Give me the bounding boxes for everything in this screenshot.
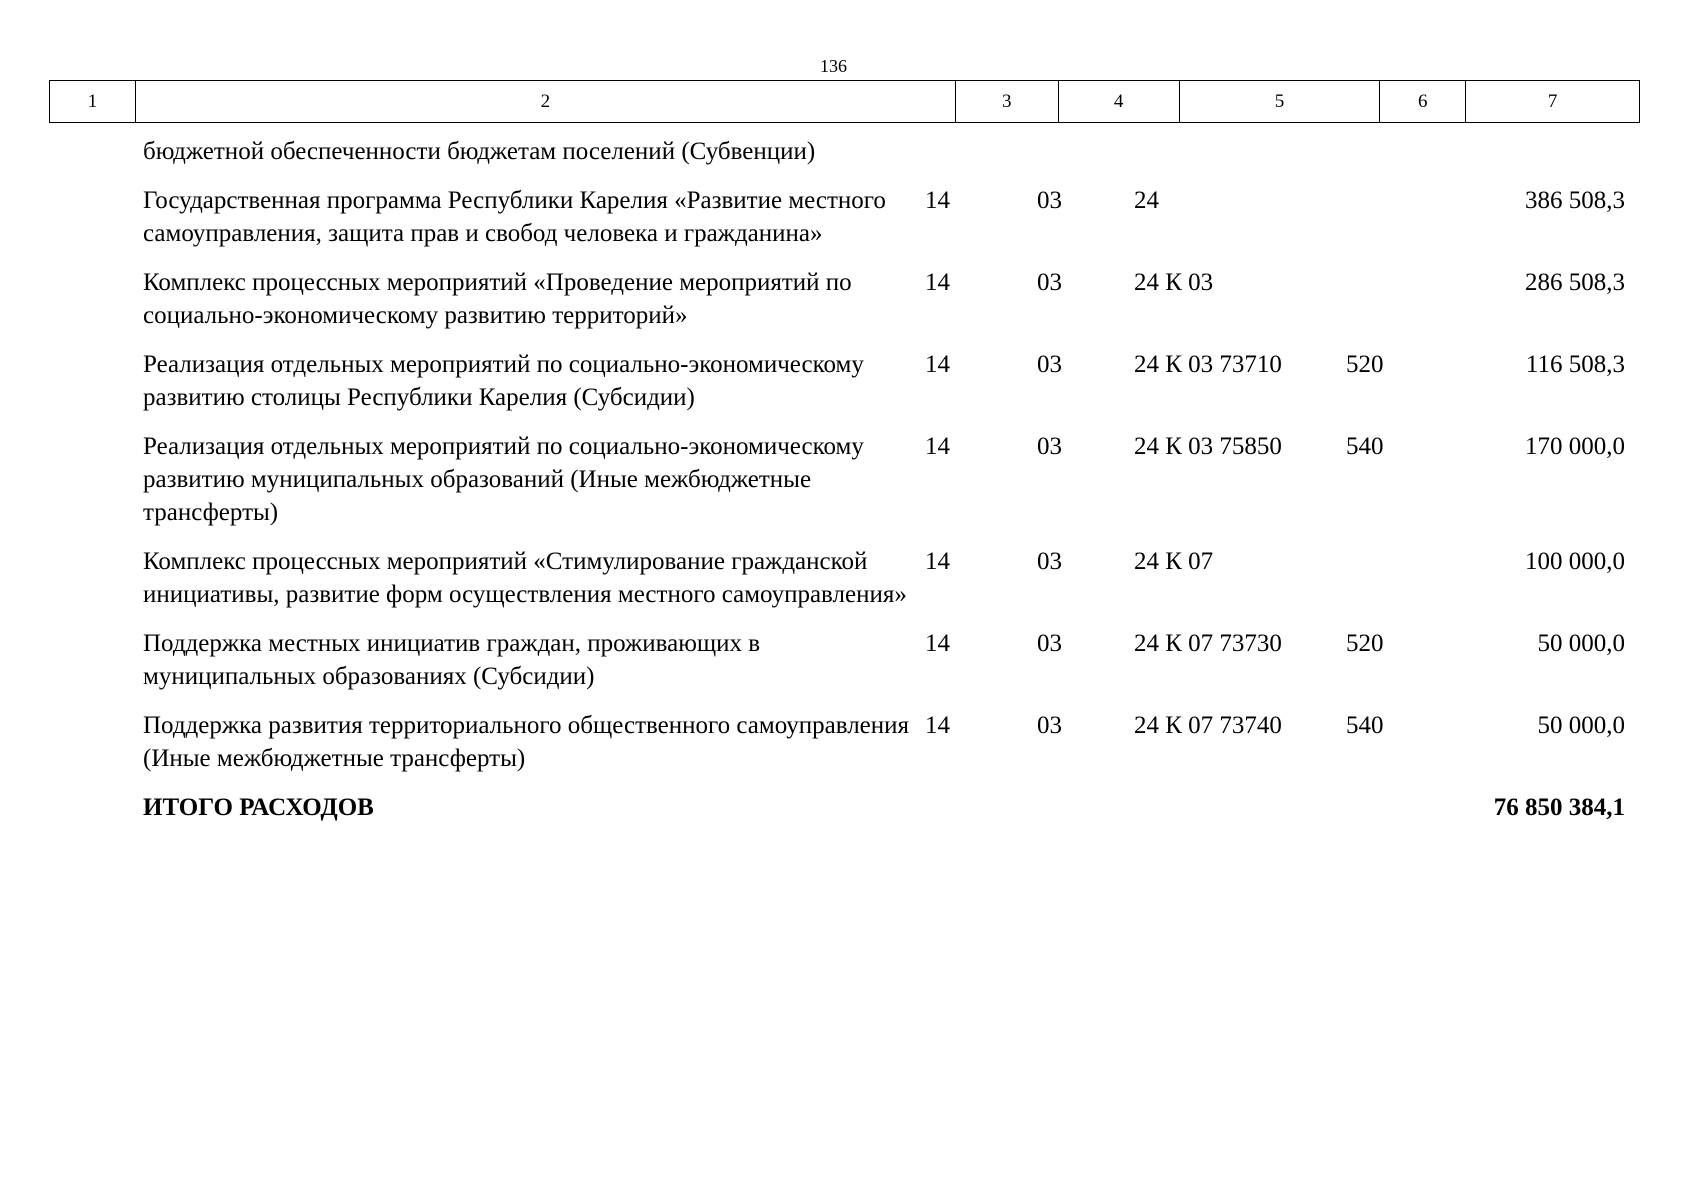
row-subsection: 03: [1037, 187, 1062, 214]
row-target-code: 24 К 03 75850: [1134, 433, 1282, 460]
row-section: 14: [925, 269, 950, 296]
row-amount: 100 000,0: [1525, 548, 1625, 575]
total-row: [143, 791, 1633, 824]
table-body: [143, 135, 1633, 824]
row-subsection: 03: [1037, 269, 1062, 296]
table-row: [143, 266, 1633, 332]
row-expense-type: 520: [1346, 351, 1384, 378]
row-subsection: [1037, 135, 1134, 168]
row-name: Реализация отдельных мероприятий по социально-экономическому развитию столицы Республики Карелия (Субсидии): [143, 351, 864, 411]
row-name: Реализация отдельных мероприятий по социально-экономическому развитию муниципальных образований (Иные межбюджетные трансферты): [143, 433, 864, 526]
row-subsection: 03: [1037, 433, 1062, 460]
row-amount: 386 508,3: [1525, 187, 1625, 214]
total-label: ИТОГО РАСХОДОВ: [143, 794, 374, 821]
header-col-3: 3: [956, 81, 1059, 122]
row-section: [925, 135, 1037, 168]
row-subsection: 03: [1037, 712, 1062, 739]
row-name: Государственная программа Республики Карелия «Развитие местного самоуправления, защита прав и свобод человека и гражданина»: [143, 187, 886, 247]
row-subsection: 03: [1037, 630, 1062, 657]
row-section: 14: [925, 712, 950, 739]
page-number: 136: [820, 56, 847, 76]
row-amount: 116 508,3: [1525, 351, 1625, 378]
row-section: 14: [925, 433, 950, 460]
header-col-7: 7: [1547, 90, 1558, 112]
row-expense-type: [1346, 184, 1442, 250]
row-name: Комплекс процессных мероприятий «Проведение мероприятий по социально-экономическому развитию территорий»: [143, 269, 852, 329]
row-target-code: 24: [1134, 187, 1159, 214]
table-row: [143, 709, 1633, 775]
row-amount: 50 000,0: [1537, 712, 1625, 739]
row-target-code: 24 К 07 73740: [1134, 712, 1282, 739]
table-row: [143, 348, 1633, 414]
row-target-code: [1134, 135, 1346, 168]
table-row: [143, 184, 1633, 250]
row-section: 14: [925, 548, 950, 575]
row-expense-type: 540: [1346, 712, 1384, 739]
row-section: 14: [925, 187, 950, 214]
table-row: [143, 545, 1633, 611]
row-expense-type: 540: [1346, 433, 1384, 460]
row-section: 14: [925, 351, 950, 378]
row-amount: [1442, 135, 1625, 168]
row-expense-type: [1346, 545, 1442, 611]
row-subsection: 03: [1037, 351, 1062, 378]
row-name: Комплекс процессных мероприятий «Стимулирование гражданской инициативы, развитие форм осуществления местного самоуправления»: [143, 548, 907, 608]
row-target-code: 24 К 03: [1134, 269, 1214, 296]
table-header: [49, 80, 1640, 123]
row-expense-type: [1346, 266, 1442, 332]
row-amount: 286 508,3: [1525, 269, 1625, 296]
row-subsection: 03: [1037, 548, 1062, 575]
row-target-code: 24 К 03 73710: [1134, 351, 1282, 378]
row-amount: 50 000,0: [1537, 630, 1625, 657]
row-expense-type: 520: [1346, 630, 1384, 657]
row-section: 14: [925, 630, 950, 657]
header-col-1: 1: [50, 81, 136, 122]
row-target-code: 24 К 07: [1134, 548, 1214, 575]
header-col-2: 2: [136, 81, 956, 122]
row-name: Поддержка местных инициатив граждан, проживающих в муниципальных образованиях (Субсидии): [143, 630, 761, 690]
header-col-6: 6: [1380, 81, 1466, 122]
row-name: Поддержка развития территориального общественного самоуправления (Иные межбюджетные трансферты): [143, 712, 910, 772]
table-row: [143, 135, 1633, 168]
table-row: [143, 627, 1633, 693]
table-row: [143, 430, 1633, 529]
header-col-4: 4: [1059, 81, 1180, 122]
row-expense-type: [1346, 135, 1442, 168]
header-col-5: 5: [1180, 81, 1381, 122]
total-value: 76 850 384,1: [1493, 794, 1625, 821]
row-target-code: 24 К 07 73730: [1134, 630, 1282, 657]
row-name: бюджетной обеспеченности бюджетам поселений (Субвенции): [143, 138, 816, 165]
row-amount: 170 000,0: [1525, 433, 1625, 460]
